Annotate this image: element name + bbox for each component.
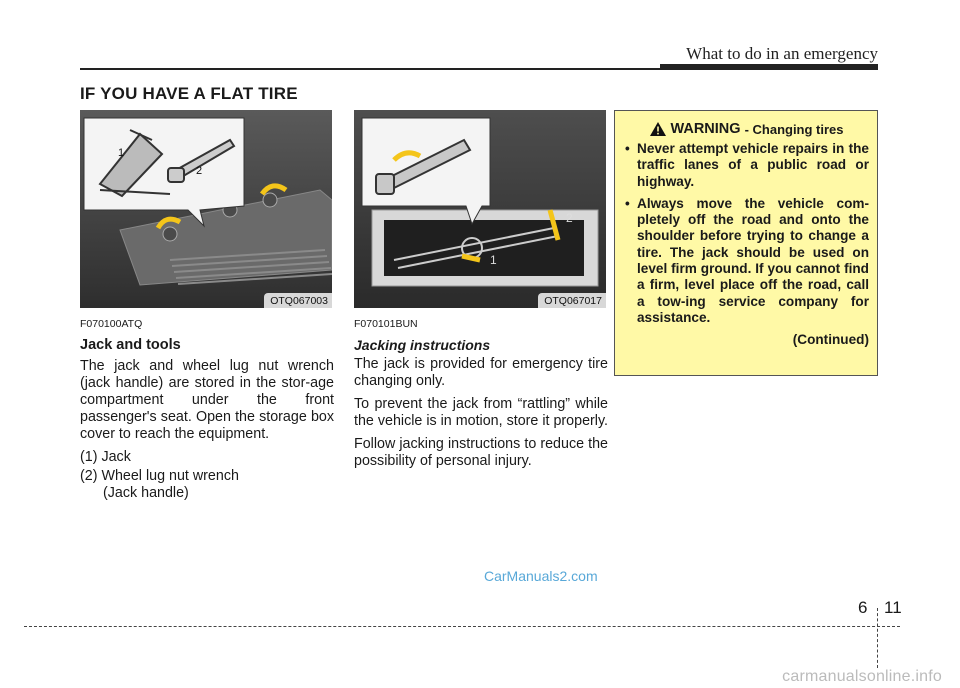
section-code: F070100ATQ xyxy=(80,318,143,330)
callout-1: 1 xyxy=(490,253,497,267)
figure-jack-and-tools xyxy=(80,110,332,308)
warning-item: • Never attempt vehicle repairs in the traffic lanes of a public road or highway. xyxy=(625,141,869,189)
watermark-link[interactable]: CarManuals2.com xyxy=(484,568,598,584)
header-tab xyxy=(660,64,878,70)
middle-column xyxy=(354,316,608,476)
chapter-number: 6 xyxy=(858,598,868,617)
callout-1: 1 xyxy=(118,147,125,159)
figure-jacking-instructions xyxy=(354,110,606,308)
bullet-icon: • xyxy=(625,141,630,156)
list-item: (2) Wheel lug nut wrench xyxy=(80,468,239,484)
body-paragraph: To prevent the jack from “rattling” while the vehicle is in motion, store it properly. xyxy=(354,396,609,429)
body-paragraph: The jack and wheel lug nut wrench (jack handle) are stored in the stor-age compartment under the front passenger's seat. Open the storage box cover to reach the equipment. xyxy=(80,358,334,442)
warning-box xyxy=(614,110,878,376)
section-title: IF YOU HAVE A FLAT TIRE xyxy=(80,84,298,103)
list-item-continuation: (Jack handle) xyxy=(103,485,189,501)
footer-vertical-dash xyxy=(877,608,878,668)
left-column xyxy=(80,316,334,502)
page-number: 11 xyxy=(884,598,902,617)
footer-site-watermark[interactable]: carmanualsonline.info xyxy=(782,668,942,685)
jack-storage-illustration xyxy=(354,110,606,308)
subsection-title: Jacking instructions xyxy=(354,337,491,353)
header-title: What to do in an emergency xyxy=(686,44,878,63)
body-paragraph: Follow jacking instructions to reduce the possibility of personal injury. xyxy=(354,436,608,469)
warning-topic: - Changing tires xyxy=(744,121,844,137)
footer-dashed-rule xyxy=(24,626,900,627)
warning-header xyxy=(625,121,869,137)
warning-label: WARNING xyxy=(670,121,741,137)
subsection-title: Jack and tools xyxy=(80,337,181,353)
callout-2: 2 xyxy=(566,211,573,225)
bullet-icon: • xyxy=(625,195,630,211)
body-paragraph: The jack is provided for emergency tire changing only. xyxy=(354,356,608,389)
figure-code: OTQ067017 xyxy=(538,293,606,308)
list-item: (1) Jack xyxy=(80,449,131,465)
warning-item: • Always move the vehicle com-pletely off the road and onto the shoulder before trying to change a tire. The jack should be used on level firm ground. If you cannot find a firm, level place off the road, call a tow-ing service company for assistance. xyxy=(625,195,869,325)
warning-triangle-icon xyxy=(650,122,666,136)
section-code: F070101BUN xyxy=(354,318,418,330)
callout-2: 2 xyxy=(196,165,203,177)
continued-label: (Continued) xyxy=(792,332,869,348)
jack-compartment-illustration xyxy=(80,110,332,308)
figure-code: OTQ067003 xyxy=(264,293,332,308)
